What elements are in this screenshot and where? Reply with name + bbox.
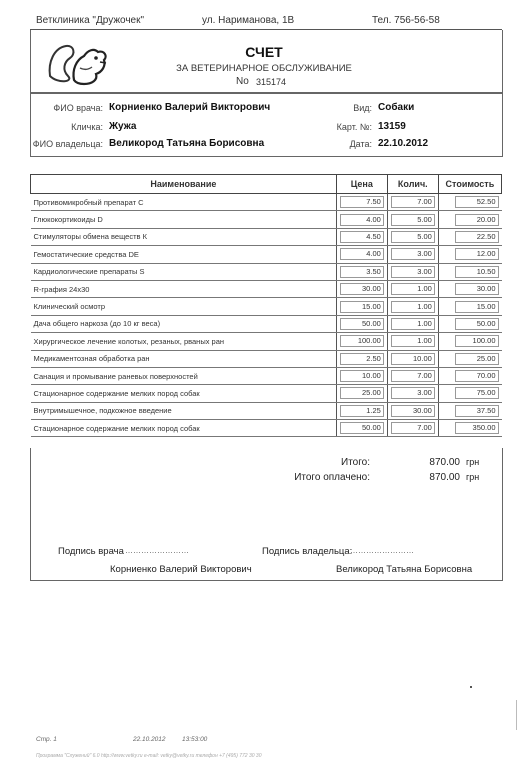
row-price-box: 4.50 <box>340 231 384 243</box>
row-qty-box: 3.00 <box>391 266 435 278</box>
table-row <box>31 228 502 245</box>
row-qty-box: 1.00 <box>391 335 435 347</box>
row-sum-box: 70.00 <box>455 370 499 382</box>
footer-time: 13:53:00 <box>182 736 208 743</box>
row-price <box>336 385 387 402</box>
row-sum-box: 50.00 <box>455 318 499 330</box>
row-price-box: 3.50 <box>340 266 384 278</box>
card-label: Карт. №: <box>336 122 372 132</box>
row-sum <box>438 298 501 315</box>
doctor-value: Корниенко Валерий Викторович <box>109 102 271 113</box>
row-name: Противомикробный препарат С <box>31 194 337 211</box>
row-qty-box: 3.00 <box>391 387 435 399</box>
clinic-name: Ветклиника "Дружочек" <box>36 15 145 26</box>
row-sum-box: 100.00 <box>455 335 499 347</box>
row-price <box>336 315 387 332</box>
table-row <box>31 350 502 367</box>
row-sum-box: 15.00 <box>455 301 499 313</box>
row-qty <box>387 228 438 245</box>
services-table <box>30 174 502 437</box>
footer-date: 22.10.2012 <box>133 736 166 743</box>
kind-label: Вид: <box>353 103 372 113</box>
row-sum-box: 75.00 <box>455 387 499 399</box>
footer-page: Стр. 1 <box>36 736 57 743</box>
table-row <box>31 333 502 350</box>
row-qty <box>387 298 438 315</box>
table-row <box>31 385 502 402</box>
row-sum <box>438 263 501 280</box>
row-price <box>336 263 387 280</box>
paid-value: 870.00 <box>429 472 460 483</box>
row-qty-box: 10.00 <box>391 353 435 365</box>
row-name: Санация и промывание раневых поверхностей <box>31 367 337 384</box>
row-sum-box: 22.50 <box>455 231 499 243</box>
row-sum-box: 350.00 <box>455 422 499 434</box>
row-sum <box>438 211 501 228</box>
row-sum <box>438 333 501 350</box>
total-label: Итого: <box>341 457 370 468</box>
total-currency: грн <box>466 457 480 467</box>
row-price-box: 15.00 <box>340 301 384 313</box>
row-name: Клинический осмотр <box>31 298 337 315</box>
row-sum <box>438 420 501 437</box>
row-price-box: 4.00 <box>340 248 384 260</box>
row-sum-box: 37.50 <box>455 405 499 417</box>
table-row <box>31 315 502 332</box>
row-sum <box>438 402 501 419</box>
table-header-row <box>31 175 502 194</box>
row-name: Внутримышечное, подкожное введение <box>31 402 337 419</box>
table-row <box>31 280 502 297</box>
row-qty-box: 5.00 <box>391 214 435 226</box>
row-qty <box>387 280 438 297</box>
row-price-box: 1.25 <box>340 405 384 417</box>
row-qty-box: 7.00 <box>391 422 435 434</box>
row-qty-box: 3.00 <box>391 248 435 260</box>
table-row <box>31 211 502 228</box>
paid-currency: грн <box>466 472 480 482</box>
row-sum-box: 52.50 <box>455 196 499 208</box>
row-qty-box: 1.00 <box>391 283 435 295</box>
row-price <box>336 246 387 263</box>
row-price <box>336 402 387 419</box>
footer-software-line: Программа "Служений" 6.0 http://www.vetky.ru e-mail: vetky@vetky.ru телефон +7 (495) 772 30 30 <box>36 753 262 759</box>
doctor-signature-label: Подпись врача <box>58 546 124 557</box>
row-price-box: 25.00 <box>340 387 384 399</box>
owner-signature-label: Подпись владельца: <box>262 546 353 557</box>
row-qty <box>387 420 438 437</box>
row-price-box: 50.00 <box>340 318 384 330</box>
row-price-box: 30.00 <box>340 283 384 295</box>
col-sum-header: Стоимость <box>438 175 501 194</box>
doc-subtitle: ЗА ВЕТЕРИНАРНОЕ ОБСЛУЖИВАНИЕ <box>176 63 352 74</box>
row-sum-box: 25.00 <box>455 353 499 365</box>
table-row <box>31 420 502 437</box>
doc-title: СЧЕТ <box>245 44 283 60</box>
scan-edge-mark <box>516 700 517 730</box>
doc-number-label: No <box>236 76 249 87</box>
row-name: Гемостатические средства DE <box>31 246 337 263</box>
owner-signature-line: …………………… <box>350 546 414 555</box>
date-label: Дата: <box>349 139 372 149</box>
owner-label: ФИО владельца: <box>32 139 103 149</box>
doctor-signature-name: Корниенко Валерий Викторович <box>110 564 252 575</box>
table-row <box>31 367 502 384</box>
row-qty-box: 1.00 <box>391 318 435 330</box>
row-qty <box>387 333 438 350</box>
row-sum <box>438 385 501 402</box>
doc-number: 315174 <box>256 77 287 87</box>
col-name-header: Наименование <box>31 175 337 194</box>
row-name: Стационарное содержание мелких пород собак <box>31 420 337 437</box>
row-sum <box>438 246 501 263</box>
row-price-box: 7.50 <box>340 196 384 208</box>
row-price <box>336 333 387 350</box>
row-sum <box>438 228 501 245</box>
row-price <box>336 420 387 437</box>
row-price-box: 100.00 <box>340 335 384 347</box>
row-sum-box: 10.50 <box>455 266 499 278</box>
total-value: 870.00 <box>429 457 460 468</box>
col-price-header: Цена <box>336 175 387 194</box>
row-qty <box>387 402 438 419</box>
row-qty <box>387 315 438 332</box>
row-price-box: 4.00 <box>340 214 384 226</box>
row-price <box>336 228 387 245</box>
row-qty-box: 1.00 <box>391 301 435 313</box>
kind-value: Собаки <box>378 102 415 113</box>
row-sum <box>438 194 501 211</box>
date-value: 22.10.2012 <box>378 138 429 149</box>
row-name: R-графия 24х30 <box>31 280 337 297</box>
row-name: Глюкокортикоиды D <box>31 211 337 228</box>
row-qty <box>387 385 438 402</box>
row-price <box>336 280 387 297</box>
row-qty-box: 30.00 <box>391 405 435 417</box>
scan-speck <box>470 686 472 688</box>
row-qty <box>387 246 438 263</box>
row-price <box>336 211 387 228</box>
row-sum <box>438 367 501 384</box>
nick-value: Жужа <box>109 121 137 132</box>
row-name: Стимуляторы обмена веществ К <box>31 228 337 245</box>
row-sum-box: 30.00 <box>455 283 499 295</box>
row-sum <box>438 350 501 367</box>
row-sum <box>438 315 501 332</box>
row-price-box: 10.00 <box>340 370 384 382</box>
row-price <box>336 350 387 367</box>
clinic-address: ул. Нариманова, 1В <box>202 15 295 26</box>
row-qty <box>387 211 438 228</box>
row-price-box: 2.50 <box>340 353 384 365</box>
row-sum <box>438 280 501 297</box>
nick-label: Кличка: <box>71 122 103 132</box>
row-price <box>336 367 387 384</box>
row-qty <box>387 194 438 211</box>
row-price <box>336 194 387 211</box>
card-value: 13159 <box>378 121 406 132</box>
row-name: Хирургическое лечение колотых, резаных, рваных ран <box>31 333 337 350</box>
row-name: Медикаментозная обработка ран <box>31 350 337 367</box>
row-qty <box>387 350 438 367</box>
table-row <box>31 194 502 211</box>
row-qty-box: 7.00 <box>391 370 435 382</box>
clinic-phone: Тел. 756-56-58 <box>372 15 440 26</box>
col-qty-header: Колич. <box>387 175 438 194</box>
paid-label: Итого оплачено: <box>294 472 370 483</box>
table-row <box>31 402 502 419</box>
row-price-box: 50.00 <box>340 422 384 434</box>
table-row <box>31 298 502 315</box>
row-name: Кардиологические препараты S <box>31 263 337 280</box>
row-name: Дача общего наркоза (до 10 кг веса) <box>31 315 337 332</box>
doctor-label: ФИО врача: <box>53 103 103 113</box>
table-row <box>31 263 502 280</box>
doctor-signature-line: …………………… <box>125 546 189 555</box>
row-sum-box: 20.00 <box>455 214 499 226</box>
row-sum-box: 12.00 <box>455 248 499 260</box>
owner-signature-name: Великород Татьяна Борисовна <box>336 564 473 575</box>
row-qty <box>387 263 438 280</box>
table-row <box>31 246 502 263</box>
row-qty-box: 7.00 <box>391 196 435 208</box>
row-name: Стационарное содержание мелких пород собак <box>31 385 337 402</box>
owner-value: Великород Татьяна Борисовна <box>109 138 265 149</box>
row-price <box>336 298 387 315</box>
row-qty <box>387 367 438 384</box>
row-qty-box: 5.00 <box>391 231 435 243</box>
